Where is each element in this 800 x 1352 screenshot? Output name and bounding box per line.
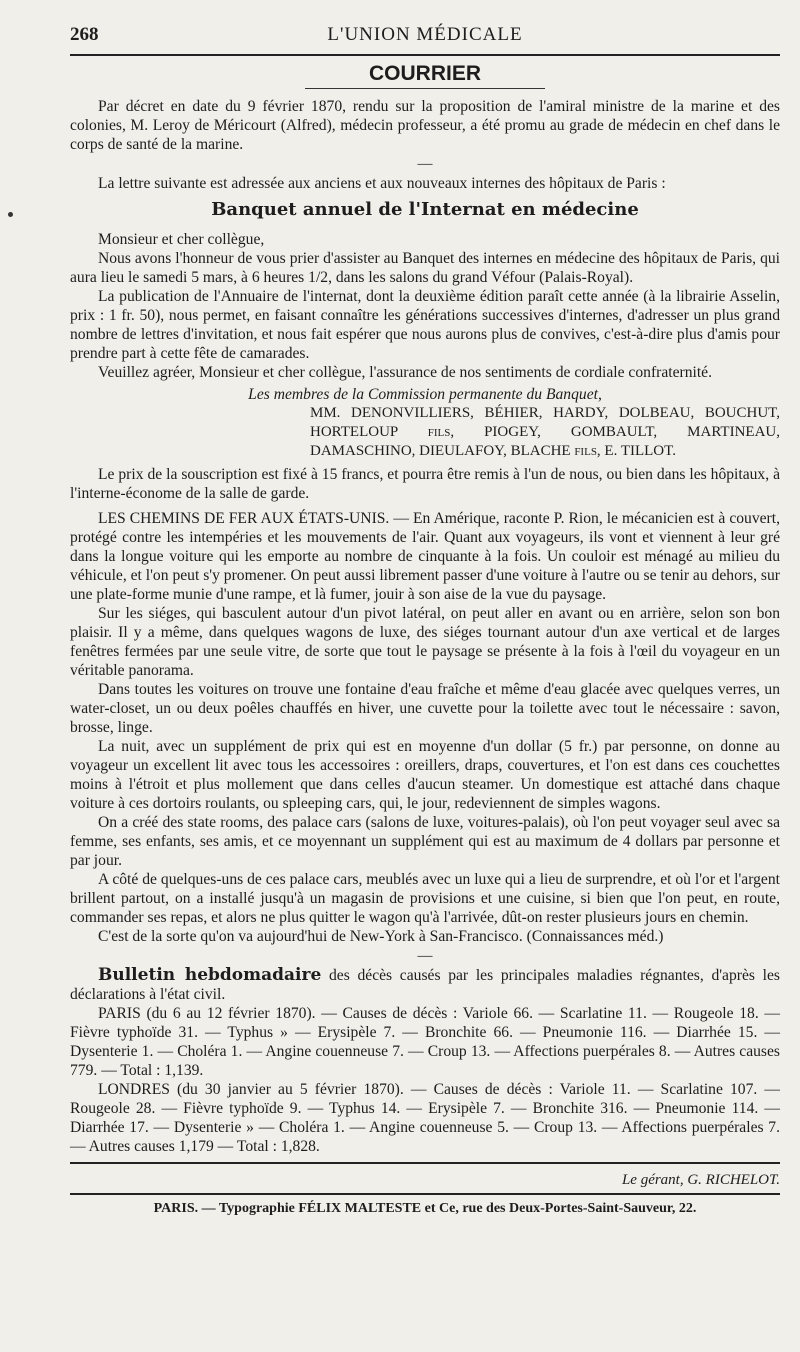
footer-rule-bottom [70, 1193, 780, 1195]
decree-paragraph: Par décret en date du 9 février 1870, rendu sur la proposition de l'amiral ministre de la marine et des colonies, M. Leroy de Méricourt (Alfred), médecin professeur, a été promu au grade de médecin en chef dans le corps de santé de la marine. [70, 98, 780, 153]
bulletin-title: Bulletin hebdomadaire [98, 965, 322, 985]
margin-ink-dot [8, 212, 13, 217]
railways-paragraph-2: Sur les siéges, qui basculent autour d'un pivot latéral, on peut aller en avant ou en arrière, selon son bon plaisir. Il y a même, dans quelques wagons de luxe, des siéges tournant autour d'un axe vertical et de larges fenêtres fermées par une seule vitre, de sorte que tout le paysage se présente à la fois à l'œil du voyageur en un véritable panorama. [70, 605, 780, 679]
letter-intro: La lettre suivante est adressée aux anciens et aux nouveaux internes des hôpitaux de Paris : [98, 175, 666, 192]
banquet-paragraph-2: La publication de l'Annuaire de l'internat, dont la deuxième édition paraît cette année (à la librairie Asselin, prix : 1 fr. 50), nous permet, en faisant connaître les générations successives d'internes, d'adresser un plus grand nombre de lettres d'invitation, et nous fait espérer que nous aurons plus de convives, c'est-à-dire plus d'amis pour prendre part à cette fête de camarades. [70, 288, 780, 362]
bulletin-intro [70, 966, 780, 1004]
railways-paragraph-4: La nuit, avec un supplément de prix qui est en moyenne d'un dollar (5 fr.) par personne, on donne au voyageur un excellent lit avec tous les accessoires : oreillers, draps, couvertures, et l'on est dans ces couchettes moins à l'étroit et plus mollement que dans celles d'aucun steamer. Un domestique est attaché dans chaque voiture à ces dortoirs roulants, ou spleeping cars, qui, le jour, redeviennent de simples wagons. [70, 738, 780, 812]
railways-paragraph-1: LES CHEMINS DE FER AUX ÉTATS-UNIS. — En Amérique, raconte P. Rion, le mécanicien est à couvert, protégé contre les intempéries et les mouvements de l'air. Quant aux voyageurs, ils vont et viennent à leur gré dans la longue voiture qui les emporte au nombre de cinquante à la fois. Un couloir est ménagé au milieu du véhicule, et l'on peut s'y promener. On peut aussi librement passer d'une voiture à l'autre ou se tenir au dehors, sur une plate-forme munie d'une rampe, et là fumer, jouir à son aise de la vue du paysage. [70, 510, 780, 603]
bulletin-intro-text: des décès causés par les principales maladies régnantes, d'après les déclarations à l'état civil. [70, 967, 780, 1003]
header-rule [70, 54, 780, 56]
subscription-price: Le prix de la souscription est fixé à 15 francs, et pourra être remis à l'un de nous, ou bien dans les hôpitaux, à l'interne-économe de la salle de garde. [70, 466, 780, 502]
gerant-signature [70, 1172, 780, 1189]
railways-paragraph-5: On a créé des state rooms, des palace cars (salons de luxe, voitures-palais), où l'on peut voyager seul avec sa femme, ses enfants, ses amis, et ce moyennant un supplément qui est au maximum de 4 dollars par personne et par jour. [70, 814, 780, 869]
banquet-signature: Les membres de la Commission permanente du Banquet, [248, 386, 602, 403]
banquet-paragraph-3: Veuillez agréer, Monsieur et cher collègue, l'assurance de nos sentiments de cordiale confraternité. [98, 364, 712, 381]
railways-paragraph-3: Dans toutes les voitures on trouve une fontaine d'eau fraîche et même d'eau glacée avec quelques verres, un water-closet, un ou deux poêles chauffés en hiver, une cuvette pour la toilette avec tout le nécessaire : savon, brosse, linge. [70, 681, 780, 736]
banquet-title: Banquet annuel de l'Internat en médecine [211, 199, 639, 220]
railways-paragraph-7: C'est de la sorte qu'on va aujourd'hui de New-York à San-Francisco. (Connaissances méd.) [98, 928, 664, 945]
railways-paragraph-6: A côté de quelques-uns de ces palace cars, meublés avec un luxe qui a lieu de surprendre, et où l'or et l'argent brillent partout, on a installé jusqu'à un magasin de provisions et une cuisine, si bien que l'on peut, en route, commander ses repas, et alors ne plus quitter le wagon qu'à l'arrivée, dût-on rester plusieurs jours en chemin. [70, 871, 780, 926]
bulletin-londres: LONDRES (du 30 janvier au 5 février 1870). — Causes de décès : Variole 11. — Scarlatine 107. — Rougeole 28. — Fièvre typhoïde 9. — Typhus 14. — Erysipèle 7. — Bronchite 316. — Pneumonie 114. — Diarrhée 17. — Dysenterie » — Choléra 1. — Angine couenneuse 5. — Croup 13. — Affections puerpérales 7. — Autres causes 1,179 — Total : 1,828. [70, 1081, 780, 1155]
separator-dash: — [417, 156, 433, 172]
commission-members: MM. DENONVILLIERS, BÉHIER, HARDY, DOLBEAU, BOUCHUT, HORTELOUP fils, PIOGEY, GOMBAULT, MARTINEAU, DAMASCHINO, DIEULAFOY, BLACHE fils, E. TILLOT. [310, 405, 780, 459]
section-title: COURRIER [368, 62, 481, 85]
banquet-paragraph-1: Nous avons l'honneur de vous prier d'assister au Banquet des internes en médecine des hôpitaux de Paris, qui aura lieu le samedi 5 mars, à 6 heures 1/2, dans les salons du grand Véfour (Palais-Royal). [70, 250, 780, 286]
running-head: L'UNION MÉDICALE [327, 24, 523, 45]
banquet-salutation: Monsieur et cher collègue, [98, 231, 265, 248]
page-header [70, 18, 780, 52]
printer-imprint: PARIS. — Typographie FÉLIX MALTESTE et Ce, rue des Deux-Portes-Saint-Sauveur, 22. [153, 1201, 697, 1216]
document-page [70, 18, 780, 1217]
page-number: 268 [70, 24, 99, 45]
section-title-rule [305, 88, 545, 89]
gerant-text: Le gérant, G. RICHELOT. [621, 1172, 780, 1188]
bulletin-paris: PARIS (du 6 au 12 février 1870). — Causes de décès : Variole 66. — Scarlatine 11. — Rougeole 18. — Fièvre typhoïde 31. — Typhus » — Erysipèle 7. — Bronchite 66. — Pneumonie 116. — Diarrhée 15. — Dysenterie 1. — Choléra 1. — Angine couenneuse 7. — Croup 13. — Affections puerpérales 8. — Autres causes 779. — Total : 1,139. [70, 1005, 780, 1079]
separator-dash-2: — [417, 948, 433, 964]
footer-rule-top [70, 1162, 780, 1164]
